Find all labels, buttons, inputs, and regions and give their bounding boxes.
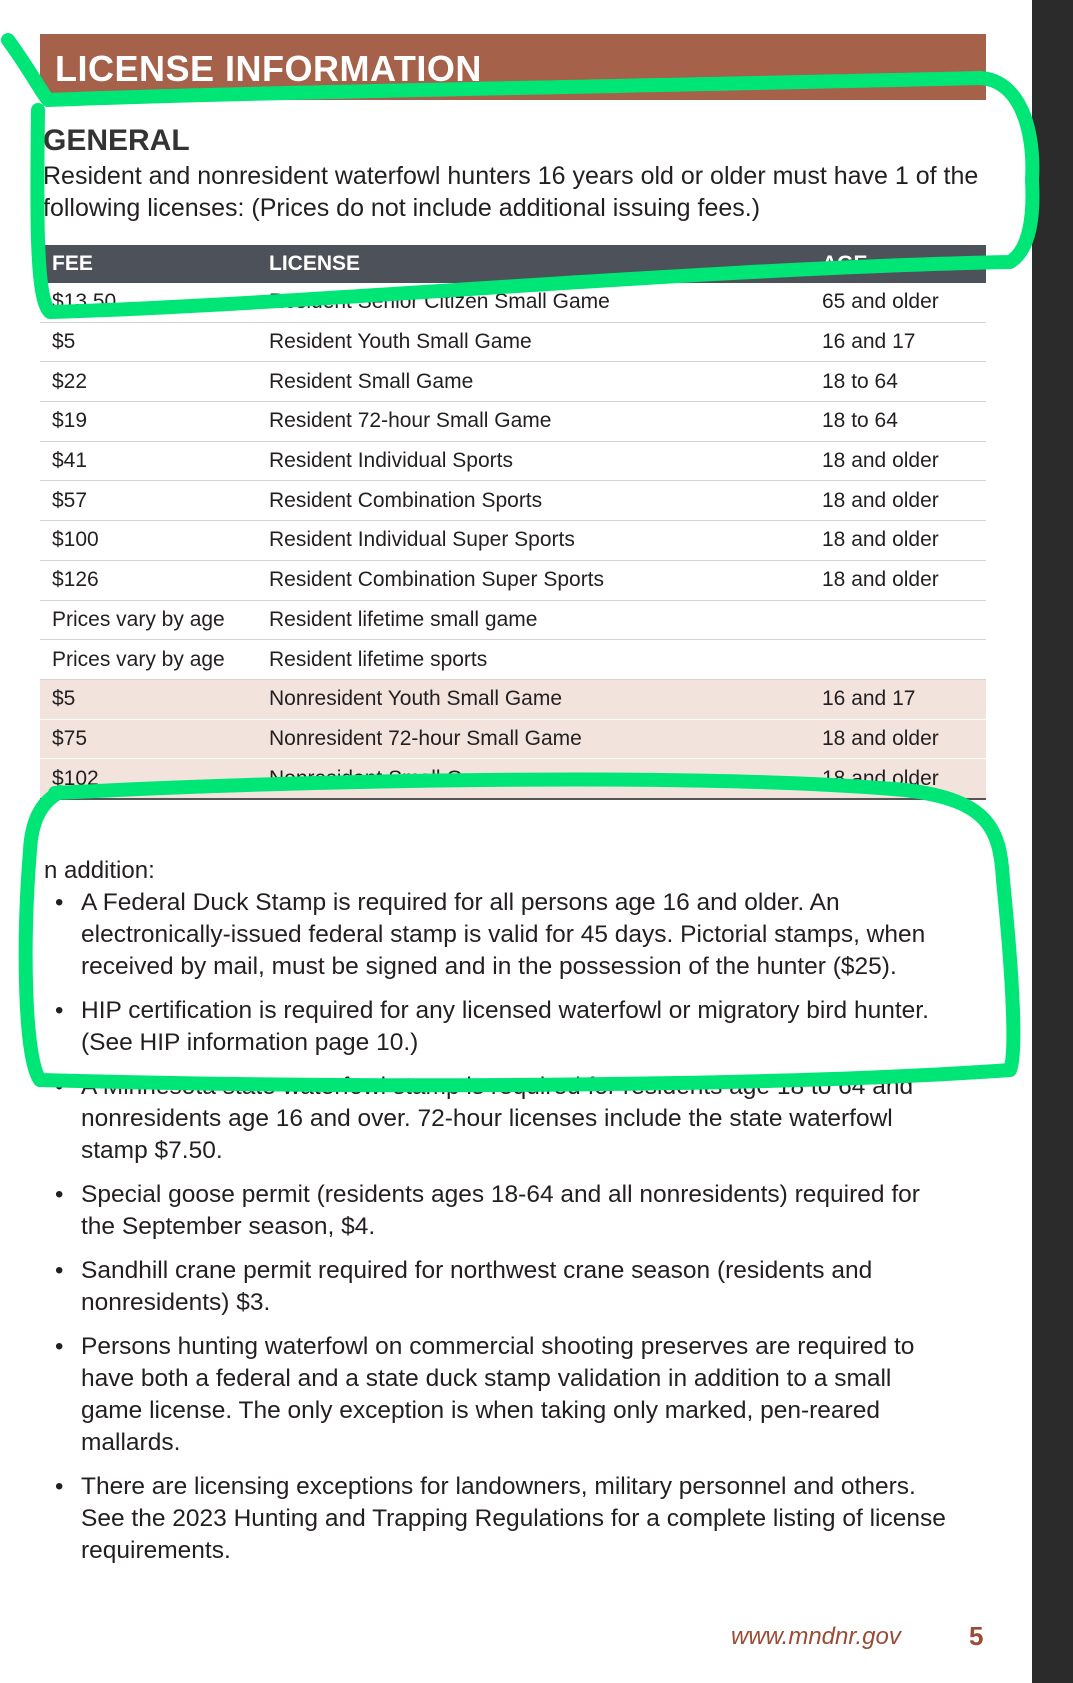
license-cell: Resident Small Game [257,362,810,402]
age-cell: 18 and older [810,560,986,600]
license-cell: Resident Combination Sports [257,481,810,521]
fee-cell: $19 [40,402,257,442]
header-license: LICENSE [257,245,810,283]
bullet-icon: • [55,1181,64,1208]
fee-cell: $57 [40,481,257,521]
additional-intro: n addition: [44,857,155,884]
list-item [52,1255,952,1319]
license-cell: Resident lifetime sports [257,640,810,680]
table-row [40,600,986,640]
bullet-icon: • [55,889,64,916]
list-item [52,995,952,1059]
age-cell: 18 and older [810,759,986,799]
list-item-text: Sandhill crane permit required for northwest crane season (residents and nonresidents) $3. [81,1257,873,1316]
section-banner [40,34,986,100]
age-cell: 18 to 64 [810,362,986,402]
header-age: AGE [810,245,986,283]
bullet-icon: • [55,1073,64,1100]
age-cell [810,640,986,680]
footer-url[interactable]: www.mndnr.gov [731,1623,901,1650]
table-row [40,521,986,561]
age-cell: 18 and older [810,481,986,521]
table-row [40,719,986,759]
list-item-text: There are licensing exceptions for landowners, military personnel and others. See the 2023 Hunting and Trapping Regulations for a complete listing of license requirements. [81,1473,946,1564]
list-item [52,1179,952,1243]
viewer-edge [1032,0,1073,1683]
table-row [40,679,986,719]
bullet-icon: • [55,997,64,1024]
age-cell [810,600,986,640]
list-item [52,1471,952,1567]
age-cell: 65 and older [810,283,986,322]
table-row [40,402,986,442]
age-cell: 18 and older [810,441,986,481]
page-number: 5 [969,1621,984,1651]
fee-cell: $13.50 [40,283,257,322]
table-row [40,322,986,362]
bullet-icon: • [55,1473,64,1500]
license-cell: Resident Combination Super Sports [257,560,810,600]
general-heading: GENERAL [43,124,190,157]
list-item [52,1071,952,1167]
age-cell: 18 to 64 [810,402,986,442]
license-cell: Resident 72-hour Small Game [257,402,810,442]
banner-title: LICENSE INFORMATION [55,48,482,89]
fee-cell: Prices vary by age [40,600,257,640]
table-row [40,362,986,402]
fee-cell: $75 [40,719,257,759]
list-item [52,1331,952,1459]
table-row [40,759,986,799]
age-cell: 18 and older [810,719,986,759]
age-cell: 16 and 17 [810,679,986,719]
fee-cell: $126 [40,560,257,600]
license-cell: Resident lifetime small game [257,600,810,640]
fee-cell: $5 [40,679,257,719]
table-row [40,441,986,481]
fee-cell: Prices vary by age [40,640,257,680]
bullet-icon: • [55,1333,64,1360]
list-item-text: HIP certification is required for any licensed waterfowl or migratory bird hunter. (See HIP information page 10.) [81,997,929,1056]
table-row [40,283,986,322]
license-cell: Resident Individual Sports [257,441,810,481]
license-cell: Nonresident Youth Small Game [257,679,810,719]
age-cell: 16 and 17 [810,322,986,362]
table-row [40,481,986,521]
list-item-text: A Federal Duck Stamp is required for all persons age 16 and older. An electronically-issued federal stamp is valid for 45 days. Pictorial stamps, when received by mail, must be signed and in the possession of the hunter ($25). [81,889,926,980]
fee-cell: $22 [40,362,257,402]
bullet-icon: • [55,1257,64,1284]
license-cell: Resident Senior Citizen Small Game [257,283,810,322]
header-fee: FEE [40,245,257,283]
table-row [40,560,986,600]
requirements-list [52,887,952,1579]
license-cell: Nonresident 72-hour Small Game [257,719,810,759]
list-item [52,887,952,983]
list-item-text: Special goose permit (residents ages 18-64 and all nonresidents) required for the September season, $4. [81,1181,920,1240]
table-row [40,640,986,680]
license-table [40,245,986,800]
license-cell: Resident Individual Super Sports [257,521,810,561]
list-item-text: Persons hunting waterfowl on commercial shooting preserves are required to have both a federal and a state duck stamp validation in addition to a small game license. The only exception is when taking only marked, pen-reared mallards. [81,1333,915,1456]
fee-cell: $5 [40,322,257,362]
age-cell: 18 and older [810,521,986,561]
license-cell: Nonresident Small Game [257,759,810,799]
license-cell: Resident Youth Small Game [257,322,810,362]
fee-cell: $102 [40,759,257,799]
table-header-row [40,245,986,283]
list-item-text: A Minnesota state waterfowl stamp is required for residents age 18 to 64 and nonresidents age 16 and over. 72-hour licenses include the state waterfowl stamp $7.50. [81,1073,914,1164]
general-paragraph: Resident and nonresident waterfowl hunters 16 years old or older must have 1 of the following licenses: (Prices do not include additional issuing fees.) [43,162,979,222]
fee-cell: $100 [40,521,257,561]
fee-cell: $41 [40,441,257,481]
